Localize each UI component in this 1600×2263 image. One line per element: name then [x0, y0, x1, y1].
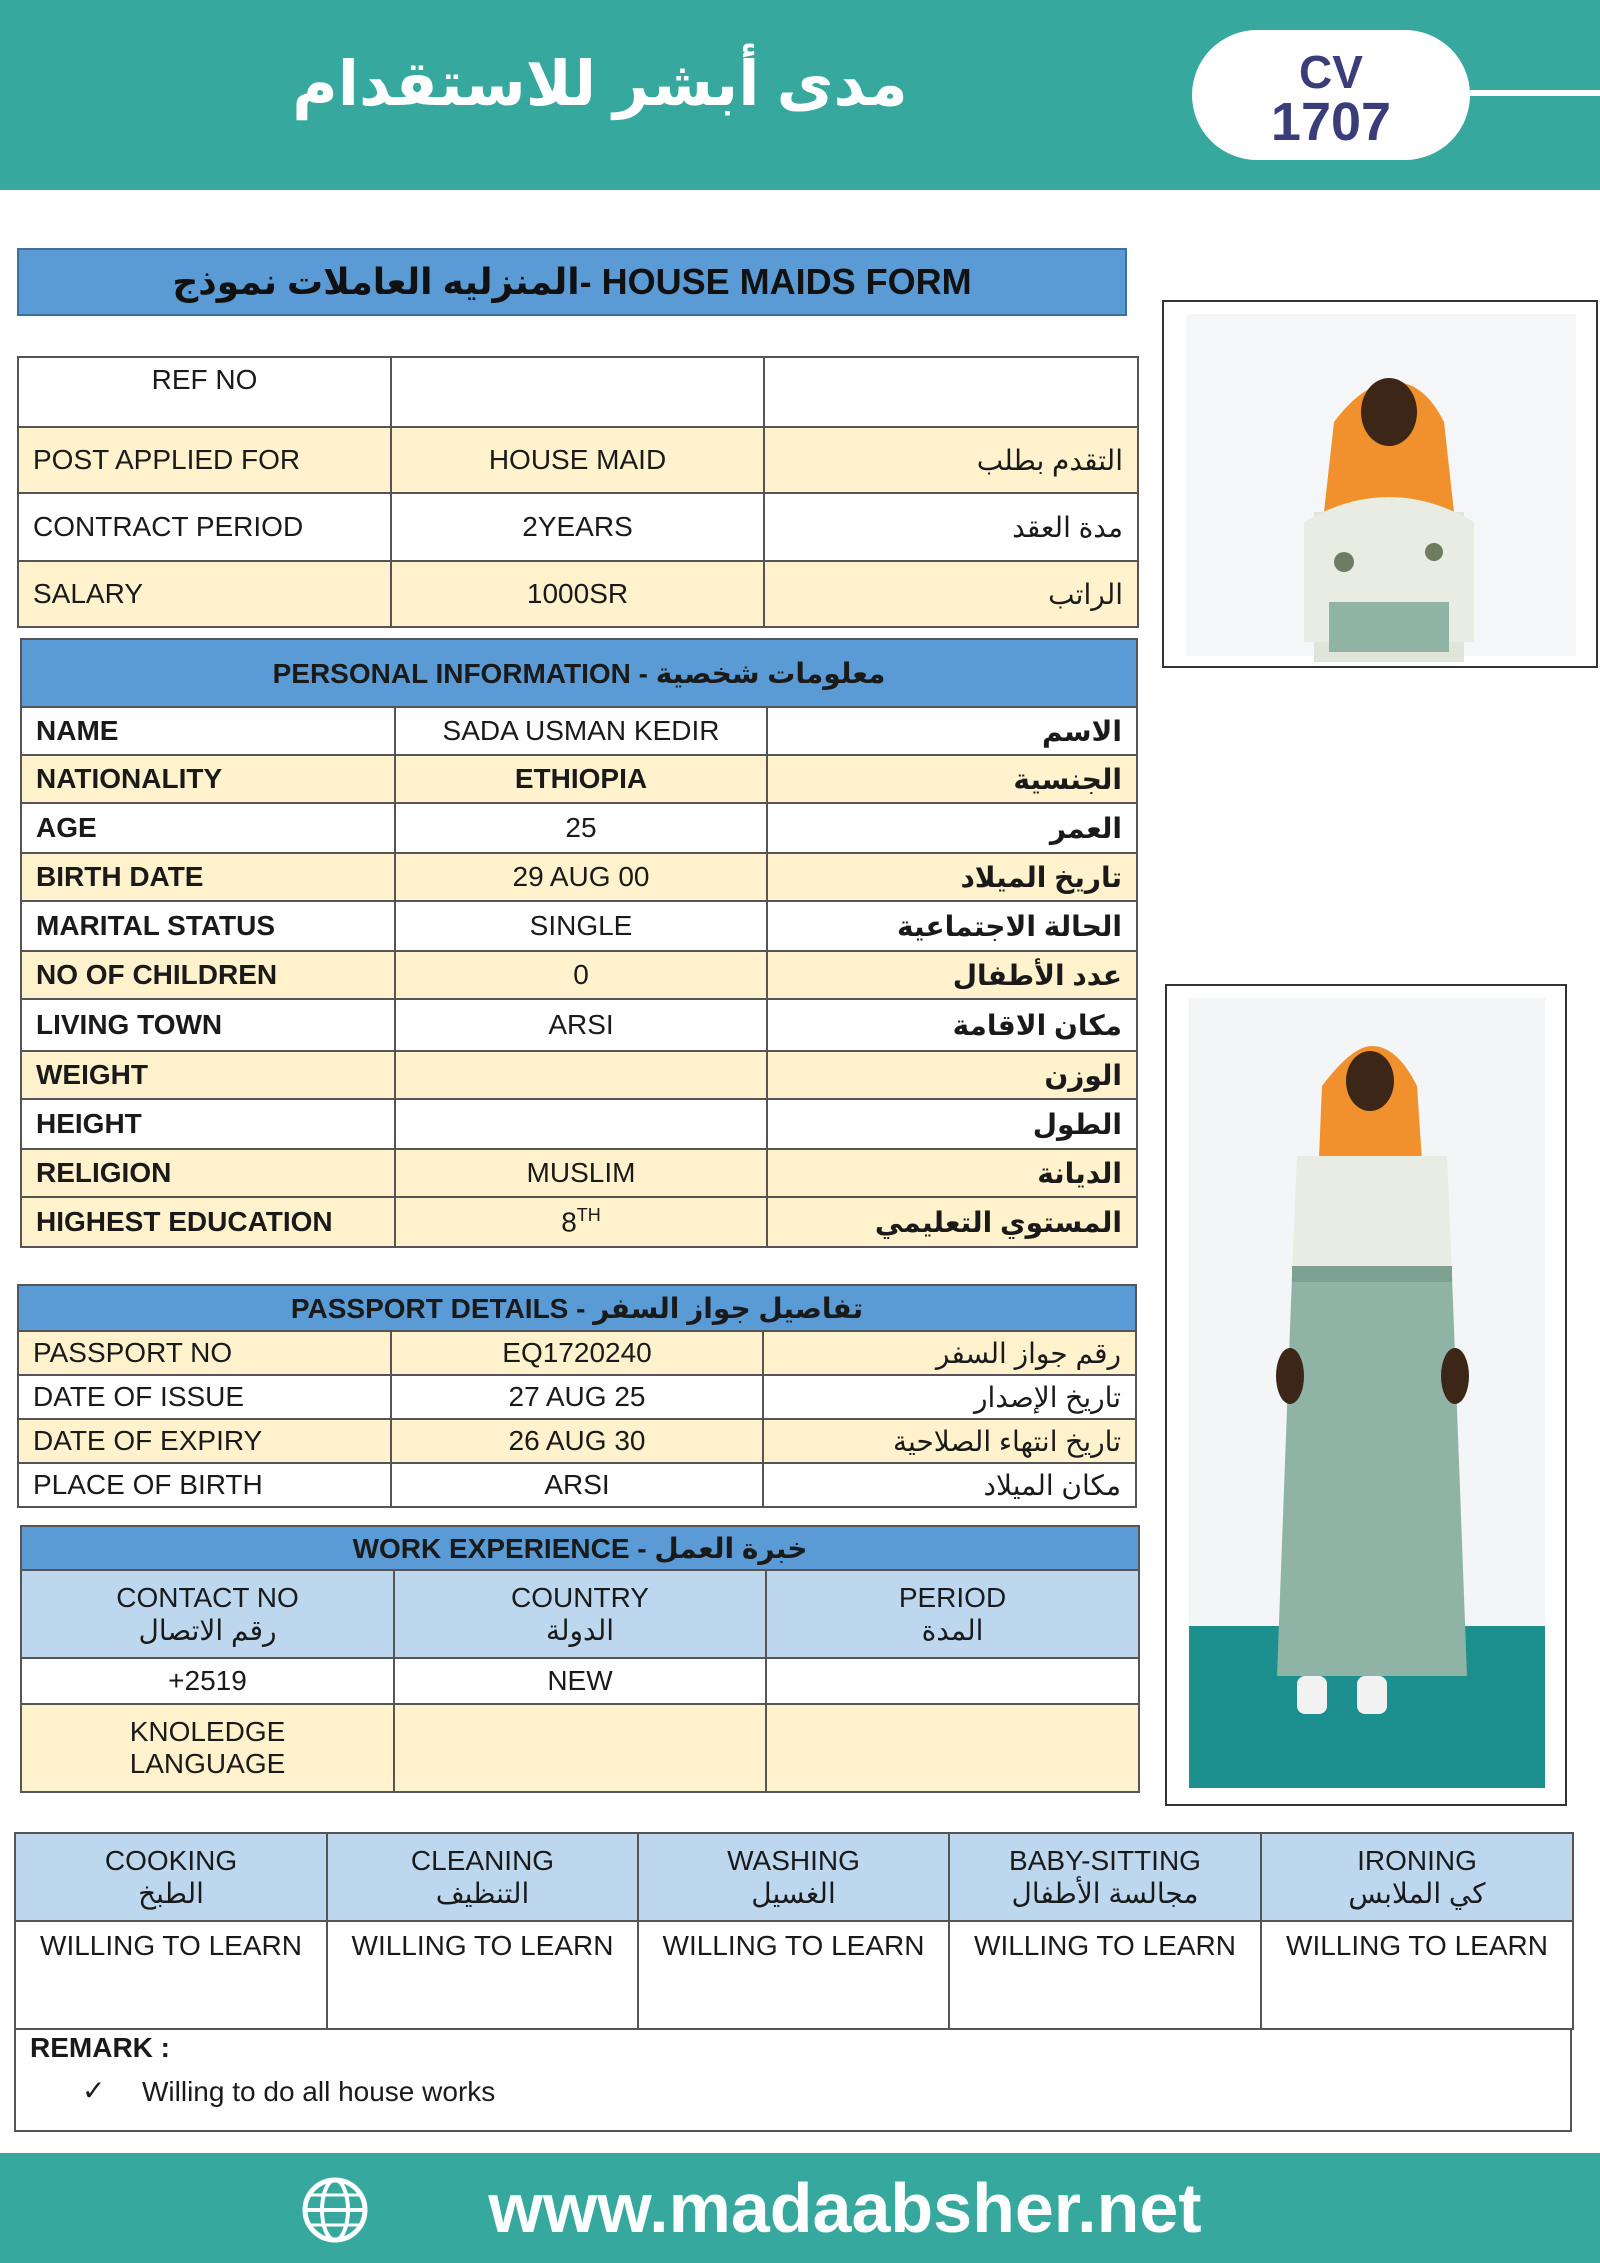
- ref-no-value: [391, 357, 764, 427]
- period-header: [766, 1570, 1139, 1658]
- contract-ar: مدة العقد: [764, 493, 1138, 561]
- country-header-ar: الدولة: [545, 1614, 615, 1646]
- salary-ar: الراتب: [764, 561, 1138, 627]
- weight-value: [395, 1051, 767, 1099]
- table-row: [21, 1704, 1139, 1792]
- skill-babysitting-ar: مجالسة الأطفال: [1011, 1877, 1199, 1909]
- nationality-value: ETHIOPIA: [395, 755, 767, 803]
- full-length-figure: [1167, 986, 1565, 1804]
- table-row: [21, 1197, 1137, 1247]
- living-town-label: LIVING TOWN: [21, 999, 395, 1051]
- children-label: NO OF CHILDREN: [21, 951, 395, 999]
- post-value: HOUSE MAID: [391, 427, 764, 493]
- birth-date-label: BIRTH DATE: [21, 853, 395, 901]
- religion-ar: الديانة: [767, 1149, 1137, 1197]
- table-row: [21, 1658, 1139, 1704]
- birth-place-ar: مكان الميلاد: [763, 1463, 1136, 1507]
- knowledge-label-1: KNOLEDGE: [129, 1716, 286, 1747]
- table-row: [18, 1331, 1136, 1375]
- passport-no-ar: رقم جواز السفر: [763, 1331, 1136, 1375]
- name-label: NAME: [21, 707, 395, 755]
- contract-value: 2YEARS: [391, 493, 764, 561]
- skill-cooking-value: WILLING TO LEARN: [15, 1921, 327, 2029]
- name-value: SADA USMAN KEDIR: [395, 707, 767, 755]
- table-row: [21, 951, 1137, 999]
- full-length-photo: [1165, 984, 1567, 1806]
- salary-value: 1000SR: [391, 561, 764, 627]
- table-row: [21, 853, 1137, 901]
- table-row: [21, 999, 1137, 1051]
- skill-cooking: [15, 1833, 327, 1921]
- children-ar: عدد الأطفال: [767, 951, 1137, 999]
- children-value: 0: [395, 951, 767, 999]
- table-row: [18, 357, 1138, 427]
- salary-label: SALARY: [18, 561, 391, 627]
- section-header: [21, 639, 1137, 707]
- nationality-ar: الجنسية: [767, 755, 1137, 803]
- form-title: المنزليه العاملات نموذج- HOUSE MAIDS FORM: [17, 248, 1127, 316]
- marital-value: SINGLE: [395, 901, 767, 951]
- table-row: [21, 901, 1137, 951]
- table-row: [21, 1149, 1137, 1197]
- knowledge-label-2: LANGUAGE: [129, 1748, 286, 1779]
- remark-label: REMARK :: [30, 2032, 170, 2063]
- section-header: [18, 1285, 1136, 1331]
- weight-ar: الوزن: [767, 1051, 1137, 1099]
- contact-header-ar: رقم الاتصال: [138, 1614, 277, 1646]
- knowledge-cell: [21, 1704, 394, 1792]
- age-label: AGE: [21, 803, 395, 853]
- skill-cleaning-ar: التنظيف: [435, 1877, 530, 1909]
- table-row: [21, 1099, 1137, 1149]
- contact-value: +2519: [21, 1658, 394, 1704]
- table-row: [18, 1375, 1136, 1419]
- table-row: [18, 1419, 1136, 1463]
- skill-ironing: [1261, 1833, 1573, 1921]
- post-label: POST APPLIED FOR: [18, 427, 391, 493]
- passport-title: PASSPORT DETAILS - تفاصيل جواز السفر: [18, 1285, 1136, 1331]
- personal-info-table: [20, 638, 1138, 1248]
- country-value: NEW: [394, 1658, 766, 1704]
- knowledge-extra: [766, 1704, 1139, 1792]
- remark-text: Willing to do all house works: [142, 2076, 496, 2107]
- knowledge-value: [394, 1704, 766, 1792]
- skill-babysitting-en: BABY-SITTING: [1009, 1844, 1201, 1876]
- height-value: [395, 1099, 767, 1149]
- table-row: [21, 755, 1137, 803]
- education-value: [395, 1197, 767, 1247]
- height-ar: الطول: [767, 1099, 1137, 1149]
- skill-ironing-value: WILLING TO LEARN: [1261, 1921, 1573, 2029]
- birth-place-value: ARSI: [391, 1463, 763, 1507]
- post-ar: التقدم بطلب: [764, 427, 1138, 493]
- work-experience-table: [20, 1525, 1140, 1793]
- religion-value: MUSLIM: [395, 1149, 767, 1197]
- personal-title: PERSONAL INFORMATION - معلومات شخصية: [21, 639, 1137, 707]
- period-header-ar: المدة: [921, 1614, 984, 1646]
- birth-date-value: 29 AUG 00: [395, 853, 767, 901]
- education-suffix: TH: [576, 1205, 601, 1226]
- height-label: HEIGHT: [21, 1099, 395, 1149]
- skill-cleaning-en: CLEANING: [410, 1844, 555, 1876]
- age-ar: العمر: [767, 803, 1137, 853]
- ref-no-ar: [764, 357, 1138, 427]
- table-row: [18, 1463, 1136, 1507]
- skill-cooking-en: COOKING: [104, 1844, 238, 1876]
- cv-number: 1707: [1270, 92, 1392, 152]
- nationality-label: NATIONALITY: [21, 755, 395, 803]
- education-number: 8: [561, 1206, 577, 1238]
- age-value: 25: [395, 803, 767, 853]
- check-icon: ✓: [82, 2075, 106, 2106]
- skill-babysitting: [949, 1833, 1261, 1921]
- skill-ironing-en: IRONING: [1357, 1844, 1477, 1876]
- brand-title: مدى أبشر للاستقدام: [292, 50, 908, 119]
- cv-badge: [1192, 30, 1470, 160]
- website-link[interactable]: www.madaabsher.net: [488, 2169, 1202, 2247]
- marital-ar: الحالة الاجتماعية: [767, 901, 1137, 951]
- section-header: [21, 1526, 1139, 1570]
- contract-label: CONTRACT PERIOD: [18, 493, 391, 561]
- issue-ar: تاريخ الإصدار: [763, 1375, 1136, 1419]
- birth-place-label: PLACE OF BIRTH: [18, 1463, 391, 1507]
- table-row: [21, 707, 1137, 755]
- passport-no-value: EQ1720240: [391, 1331, 763, 1375]
- table-row: [18, 561, 1138, 627]
- skill-cooking-ar: الطبخ: [138, 1877, 204, 1909]
- expiry-label: DATE OF EXPIRY: [18, 1419, 391, 1463]
- skill-washing-en: WASHING: [727, 1844, 860, 1876]
- skill-cleaning-value: WILLING TO LEARN: [327, 1921, 638, 2029]
- table-row: [15, 1833, 1573, 1921]
- education-ar: المستوي التعليمي: [767, 1197, 1137, 1247]
- ref-no-label: REF NO: [18, 357, 391, 427]
- period-value: [766, 1658, 1139, 1704]
- skills-table: [14, 1832, 1574, 2030]
- country-header: [394, 1570, 766, 1658]
- religion-label: RELIGION: [21, 1149, 395, 1197]
- table-row: [21, 1051, 1137, 1099]
- passport-table: [17, 1284, 1137, 1508]
- marital-label: MARITAL STATUS: [21, 901, 395, 951]
- living-town-ar: مكان الاقامة: [767, 999, 1137, 1051]
- skill-washing-value: WILLING TO LEARN: [638, 1921, 949, 2029]
- table-row: [21, 803, 1137, 853]
- portrait-photo: [1162, 300, 1598, 668]
- skill-washing-ar: الغسيل: [751, 1877, 836, 1909]
- skill-washing: [638, 1833, 949, 1921]
- name-ar: الاسم: [767, 707, 1137, 755]
- header-divider-line: [1470, 90, 1600, 96]
- skill-ironing-ar: كي الملابس: [1348, 1877, 1486, 1909]
- job-table: [17, 356, 1139, 628]
- living-town-value: ARSI: [395, 999, 767, 1051]
- expiry-value: 26 AUG 30: [391, 1419, 763, 1463]
- table-row: [18, 427, 1138, 493]
- passport-no-label: PASSPORT NO: [18, 1331, 391, 1375]
- period-header-en: PERIOD: [898, 1581, 1007, 1613]
- contact-header-en: CONTACT NO: [116, 1581, 299, 1613]
- cv-label: CV: [1299, 46, 1363, 98]
- table-row: [18, 493, 1138, 561]
- table-row: [15, 1921, 1573, 2029]
- table-row: [21, 1570, 1139, 1658]
- issue-value: 27 AUG 25: [391, 1375, 763, 1419]
- skill-cleaning: [327, 1833, 638, 1921]
- weight-label: WEIGHT: [21, 1051, 395, 1099]
- expiry-ar: تاريخ انتهاء الصلاحية: [763, 1419, 1136, 1463]
- work-title: WORK EXPERIENCE - خبرة العمل: [21, 1526, 1139, 1570]
- skill-babysitting-value: WILLING TO LEARN: [949, 1921, 1261, 2029]
- issue-label: DATE OF ISSUE: [18, 1375, 391, 1419]
- birth-date-ar: تاريخ الميلاد: [767, 853, 1137, 901]
- portrait-figure: [1164, 302, 1596, 666]
- education-label: HIGHEST EDUCATION: [21, 1197, 395, 1247]
- country-header-en: COUNTRY: [511, 1581, 649, 1613]
- contact-header: [21, 1570, 394, 1658]
